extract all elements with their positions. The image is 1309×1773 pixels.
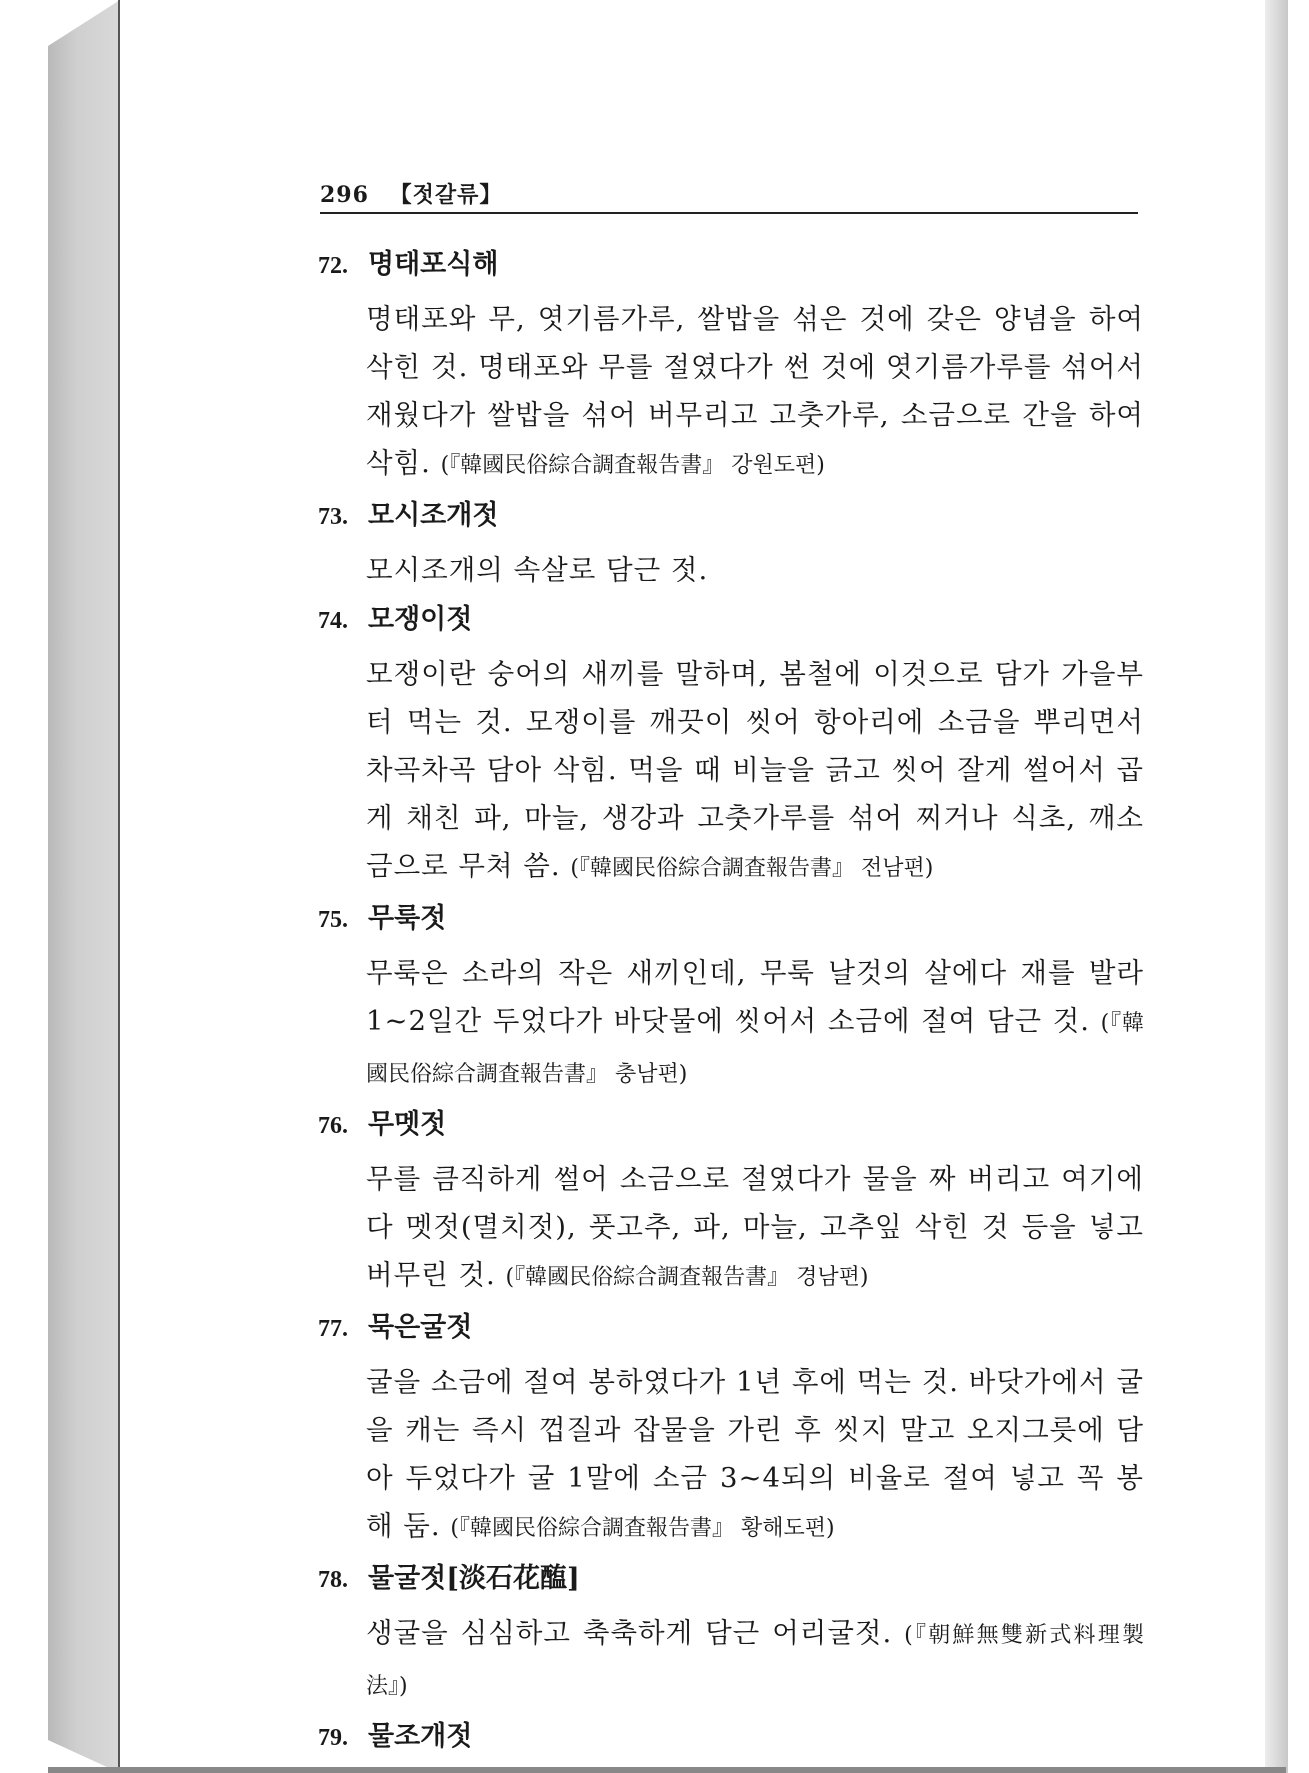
entry-number: 76. [318, 1113, 348, 1139]
entry-76 [318, 1105, 1144, 1302]
entry-list [318, 245, 1144, 1767]
running-header [320, 178, 1138, 214]
entry-title [318, 600, 1144, 650]
entry-title [318, 1559, 1144, 1609]
page-number: 296 [320, 182, 369, 208]
entry-body [366, 295, 1144, 490]
entry-heading: 모시조개젓 [368, 500, 499, 531]
entry-title [318, 1105, 1144, 1155]
entry-source: (『韓國民俗綜合調査報告書』 충남편) [366, 1011, 1144, 1087]
section-title: 【젓갈류】 [389, 182, 503, 208]
entry-body [366, 1155, 1144, 1302]
entry-heading: 무멧젓 [368, 1109, 447, 1140]
entry-body [366, 1358, 1144, 1553]
entry-78 [318, 1559, 1144, 1711]
entry-text: 무룩은 소라의 작은 새끼인데, 무룩 날것의 살에다 재를 발라 1~2일간 두었다가 바닷물에 씻어서 소금에 절여 담근 것. [366, 957, 1144, 1037]
entry-body [366, 949, 1144, 1099]
entry-text: 무를 큼직하게 썰어 소금으로 절였다가 물을 짜 버리고 여기에다 멧젓(멸치젓), 풋고추, 파, 마늘, 고추잎 삭힌 것 등을 넣고 버무린 것. [366, 1163, 1144, 1291]
entry-number: 78. [318, 1567, 348, 1593]
page-edge-shadow [1265, 0, 1288, 1773]
entry-heading: 묵은굴젓 [368, 1312, 473, 1343]
entry-74 [318, 600, 1144, 893]
entry-source: (『朝鮮無雙新式料理製法』) [366, 1623, 1144, 1699]
entry-text: 굴을 소금에 절여 봉하였다가 1년 후에 먹는 것. 바닷가에서 굴을 캐는 즉시 껍질과 잡물을 가린 후 씻지 말고 오지그릇에 담아 두었다가 굴 1말에 소금 3~4되의 비율로 절여 넣고 꼭 봉해 둠. [366, 1366, 1144, 1542]
book-bottom-edge [48, 1767, 1286, 1773]
entry-source: (『韓國民俗綜合調査報告書』 강원도편) [440, 453, 825, 478]
entry-heading: 물굴젓[淡石花醢] [368, 1563, 580, 1594]
entry-73 [318, 496, 1144, 594]
entry-heading: 무룩젓 [368, 903, 447, 934]
entry-number: 77. [318, 1316, 348, 1342]
entry-72 [318, 245, 1144, 490]
entry-body [366, 1609, 1144, 1711]
entry-number: 79. [318, 1725, 348, 1751]
entry-source: (『韓國民俗綜合調査報告書』 황해도편) [450, 1516, 835, 1541]
entry-title [318, 1717, 1144, 1767]
entry-body [366, 546, 1144, 594]
entry-77 [318, 1308, 1144, 1553]
entry-source: (『韓國民俗綜合調査報告書』 전남편) [570, 856, 934, 881]
entry-title [318, 496, 1144, 546]
entry-heading: 명태포식해 [368, 249, 499, 280]
entry-number: 72. [318, 253, 348, 279]
entry-number: 74. [318, 608, 348, 634]
entry-body [366, 650, 1144, 893]
entry-heading: 모쟁이젓 [368, 604, 473, 635]
book-spine [48, 0, 120, 1773]
entry-text: 모쟁이란 숭어의 새끼를 말하며, 봄철에 이것으로 담가 가을부터 먹는 것. 모쟁이를 깨끗이 씻어 항아리에 소금을 뿌리면서 차곡차곡 담아 삭힘. 먹을 때 비늘을 긁고 씻어 잘게 썰어서 곱게 채친 파, 마늘, 생강과 고춧가루를 섞어 찌거나 식초, 깨소금으로 무쳐 씀. [366, 658, 1144, 882]
entry-title [318, 245, 1144, 295]
entry-text: 모시조개의 속살로 담근 젓. [366, 554, 709, 586]
entry-title [318, 899, 1144, 949]
entry-title [318, 1308, 1144, 1358]
entry-number: 73. [318, 504, 348, 530]
entry-79 [318, 1717, 1144, 1767]
entry-number: 75. [318, 907, 348, 933]
entry-source: (『韓國民俗綜合調査報告書』 경남편) [505, 1265, 869, 1290]
entry-text: 명태포와 무, 엿기름가루, 쌀밥을 섞은 것에 갖은 양념을 하여 삭힌 것. 명태포와 무를 절였다가 썬 것에 엿기름가루를 섞어서 재웠다가 쌀밥을 섞어 버무리고 고춧가루, 소금으로 간을 하여 삭힘. [366, 303, 1144, 479]
entry-heading: 물조개젓 [368, 1721, 473, 1752]
entry-text: 생굴을 심심하고 축축하게 담근 어리굴젓. [366, 1617, 893, 1649]
entry-75 [318, 899, 1144, 1099]
